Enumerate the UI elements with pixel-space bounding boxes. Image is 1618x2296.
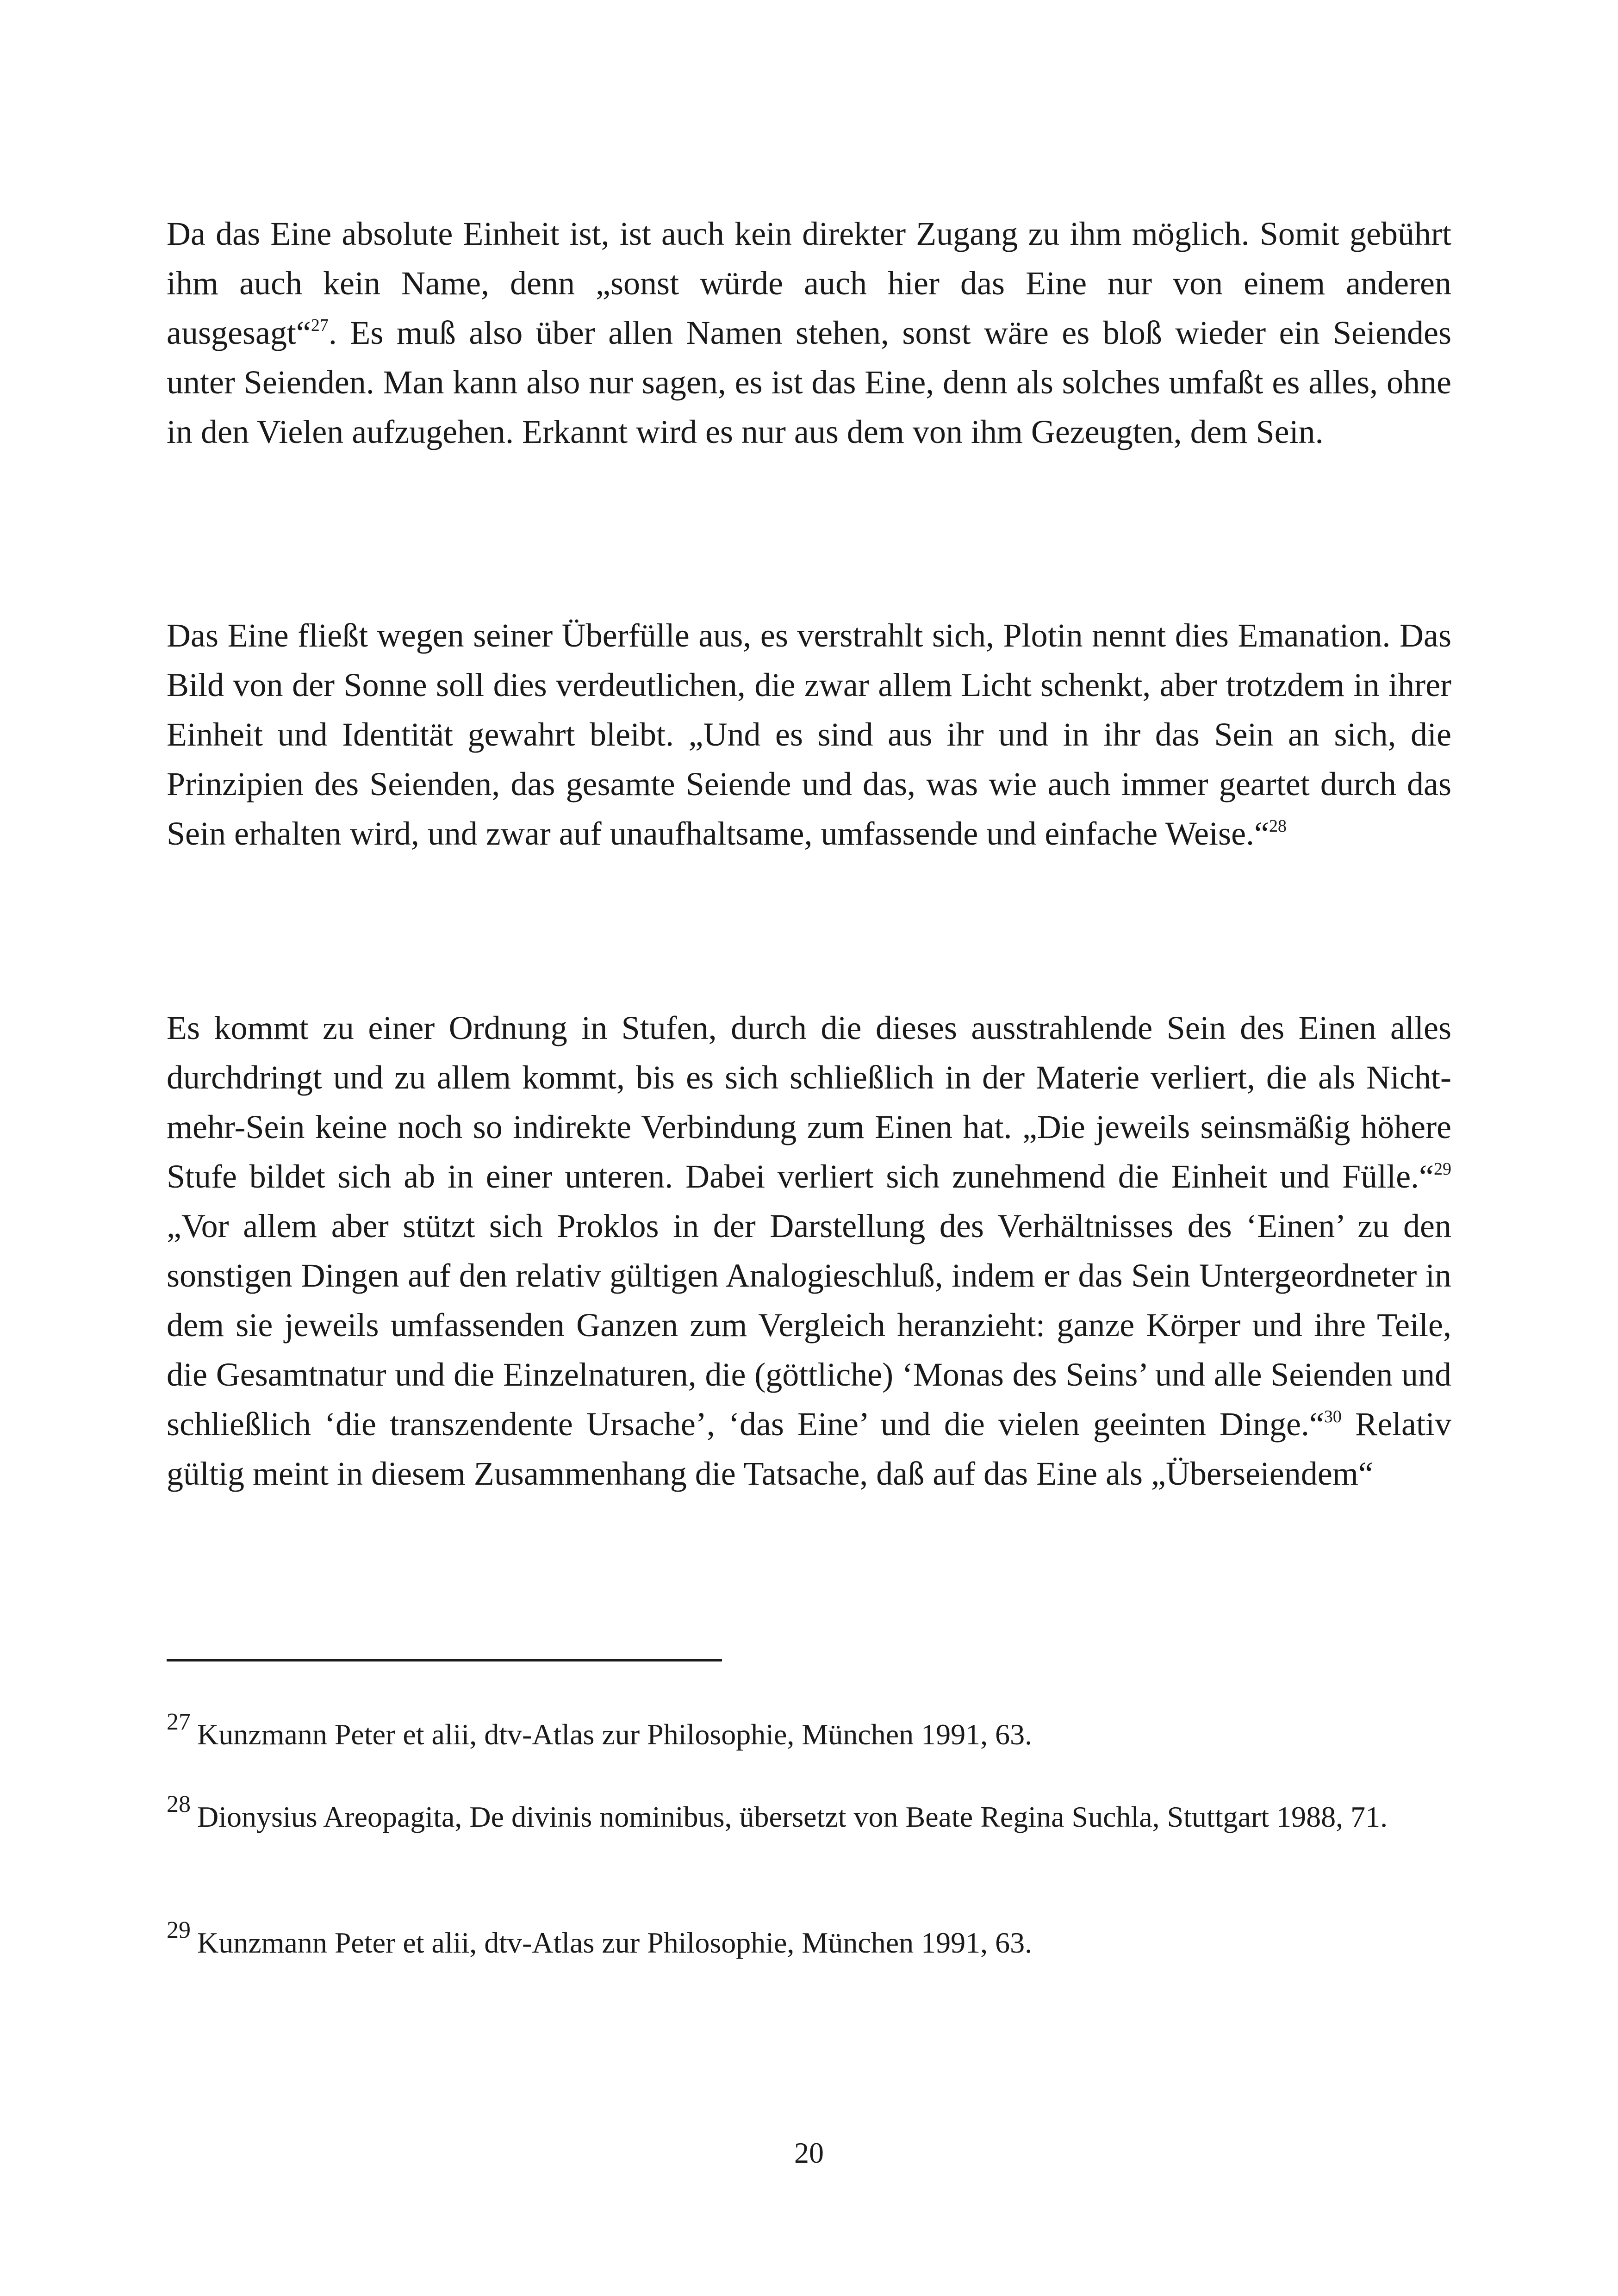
footnote-reference-27[interactable]: 27 (311, 316, 329, 335)
footnote-27 (167, 1709, 1451, 1757)
footnote-29 (167, 1917, 1451, 1965)
paragraph-text: „Vor allem aber stützt sich Proklos in der Darstellung des Verhältnisses des ‘Einen’ zu den sonstigen Dingen auf den relativ gültigen Analogieschluß, indem er das Sein Untergeordneter in dem sie jeweils umfassenden Ganzen zum Vergleich heranzieht: ganze Körper und ihre Teile, die Gesamtnatur und die Einzelnaturen, die (göttliche) ‘Monas des Seins’ und alle Seienden und schließlich ‘die transzendente Ursache’, ‘das Eine’ und die vielen geeinten Dinge.“ (167, 1207, 1451, 1443)
page-number: 20 (794, 2136, 824, 2169)
paragraph-text: Das Eine fließt wegen seiner Überfülle aus, es verstrahlt sich, Plotin nennt dies Emanation. Das Bild von der Sonne soll dies verdeutlichen, die zwar allem Licht schenkt, aber trotzdem in ihrer Einheit und Identität gewahrt bleibt. „Und es sind aus ihr und in ihr das Sein an sich, die Prinzipien des Seienden, das gesamte Seiende und das, was wie auch immer geartet durch das Sein erhalten wird, und zwar auf unaufhaltsame, umfassende und einfache Weise.“ (167, 617, 1451, 852)
footnote-reference-29[interactable]: 29 (1434, 1159, 1451, 1179)
footnote-separator (167, 1659, 722, 1661)
body-paragraph-2 (167, 611, 1451, 859)
body-paragraph-3 (167, 1003, 1451, 1499)
footnote-text: Dionysius Areopagita, De divinis nominibus, übersetzt von Beate Regina Suchla, Stuttgart 1988, 71. (197, 1800, 1388, 1833)
paragraph-text: Relativ gültig meint in diesem Zusammenhang die Tatsache, daß auf das Eine als „Überseiendem“ (167, 1406, 1451, 1492)
footnote-number: 28 (167, 1791, 191, 1817)
footnote-text: Kunzmann Peter et alii, dtv-Atlas zur Philosophie, München 1991, 63. (197, 1926, 1033, 1959)
footnote-reference-30[interactable]: 30 (1324, 1407, 1342, 1426)
footnote-28 (167, 1791, 1451, 1839)
body-paragraph-1 (167, 209, 1451, 457)
document-page (167, 0, 1451, 2296)
footnote-reference-28[interactable]: 28 (1269, 816, 1287, 836)
paragraph-text: . Es muß also über allen Namen stehen, sonst wäre es bloß wieder ein Seiendes unter Seienden. Man kann also nur sagen, es ist das Eine, denn als solches umfaßt es alles, ohne in den Vielen aufzugehen. Erkannt wird es nur aus dem von ihm Gezeugten, dem Sein. (167, 314, 1451, 450)
paragraph-text: Da das Eine absolute Einheit ist, ist auch kein direkter Zugang zu ihm möglich. Somit gebührt ihm auch kein Name, denn „sonst würde auch hier das Eine nur von einem anderen ausgesagt“ (167, 215, 1451, 351)
footnote-number: 29 (167, 1917, 191, 1943)
paragraph-text: Es kommt zu einer Ordnung in Stufen, durch die dieses ausstrahlende Sein des Einen alles durchdringt und zu allem kommt, bis es sich schließlich in der Materie verliert, die als Nicht-mehr-Sein keine noch so indirekte Verbindung zum Einen hat. „Die jeweils seinsmäßig höhere Stufe bildet sich ab in einer unteren. Dabei verliert sich zunehmend die Einheit und Fülle.“ (167, 1009, 1451, 1195)
footnote-text: Kunzmann Peter et alii, dtv-Atlas zur Philosophie, München 1991, 63. (197, 1718, 1033, 1751)
footnote-number: 27 (167, 1709, 191, 1735)
